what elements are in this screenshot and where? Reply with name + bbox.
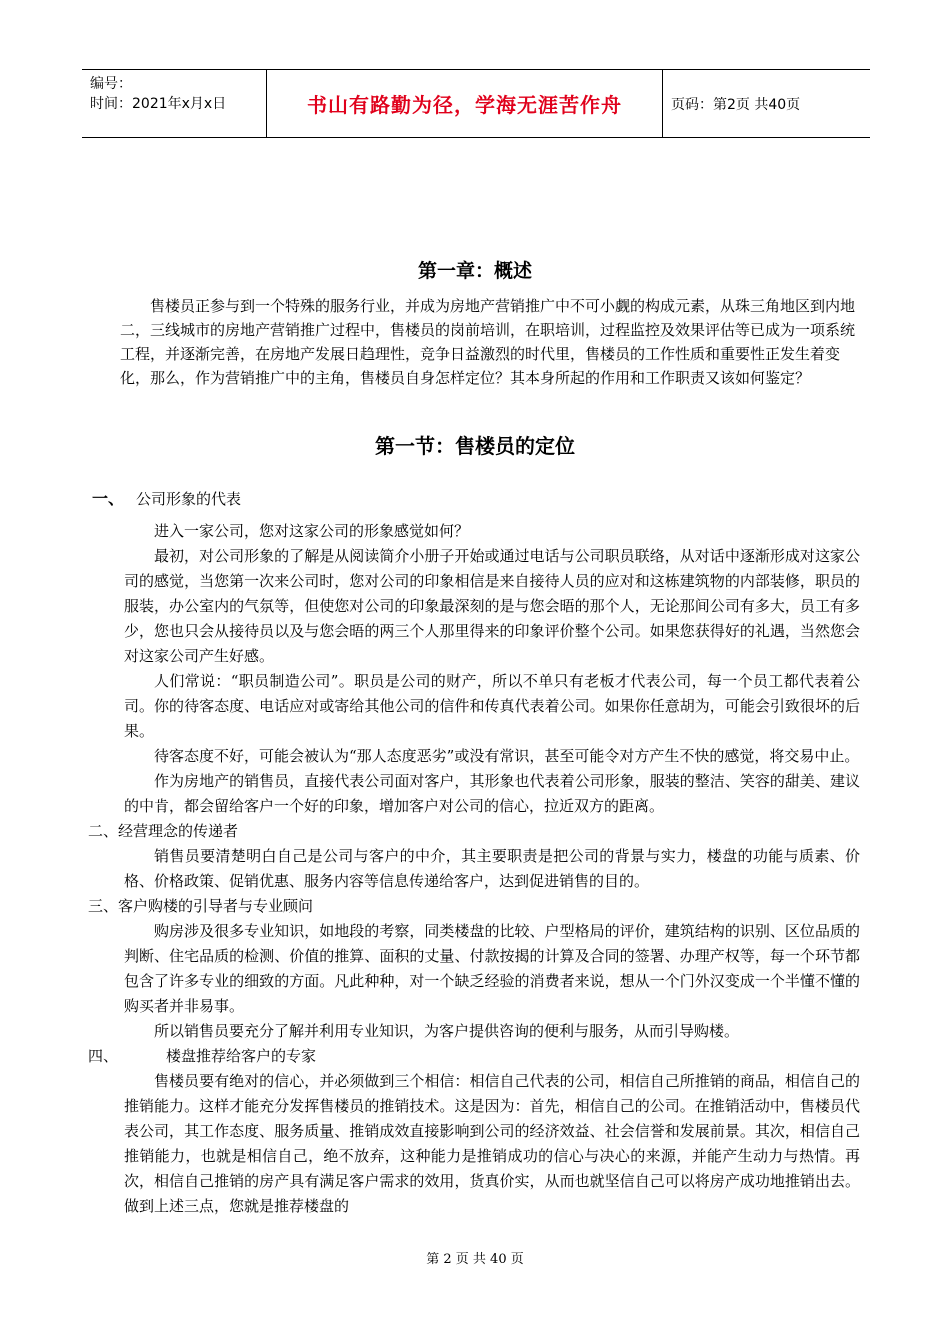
paragraph: 人们常说：“职员制造公司”。职员是公司的财产，所以不单只有老板才代表公司，每一个员工都代表着公司。你的待客态度、电话应对或寄给其他公司的信件和传真代表着公司。如果你任意胡为，可能会引致很坏的后果。 <box>124 672 860 740</box>
header-motto: 书山有路勤为径，学海无涯苦作舟 <box>267 70 663 137</box>
heading-one-number: 一、 <box>92 489 125 508</box>
section-title: 第一节：售楼员的定位 <box>375 434 575 458</box>
heading-three: 三、客户购楼的引导者与专业顾问 <box>88 897 314 915</box>
paragraph: 最初，对公司形象的了解是从阅读简介小册子开始或通过电话与公司职员联络，从对话中逐渐形成对这家公司的感觉，当您第一次来公司时，您对公司的印象相信是来自接待人员的应对和这栋建筑物的内部装修，职员的服装，办公室内的气氛等，但使您对公司的印象最深刻的是与您会晤的那个人，无论那间公司有多大，员工有多少，您也只会从接待员以及与您会晤的两三个人那里得来的印象评价整个公司。如果您获得好的礼遇，当然您会对这家公司产生好感。 <box>124 547 860 665</box>
heading-one <box>92 486 241 509</box>
chapter-title: 第一章：概述 <box>417 260 532 282</box>
paragraph: 所以销售员要充分了解并利用专业知识，为客户提供咨询的便利与服务，从而引导购楼。 <box>154 1022 740 1040</box>
intro-paragraph: 售楼员正参与到一个特殊的服务行业，并成为房地产营销推广中不可小觑的构成元素，从珠三角地区到内地二，三线城市的房地产营销推广过程中，售楼员的岗前培训，在职培训，过程监控及效果评估等已成为一项系统工程，并逐渐完善，在房地产发展日趋理性，竞争日益激烈的时代里，售楼员的工作性质和重要性正发生着变化，那么，作为营销推广中的主角，售楼员自身怎样定位？其本身所起的作用和工作职责又该如何鉴定？ <box>120 297 856 387</box>
paragraph: 购房涉及很多专业知识，如地段的考察，同类楼盘的比较、户型格局的评价，建筑结构的识别、区位品质的判断、住宅品质的检测、价值的推算、面积的丈量、付款按揭的计算及合同的签署、办理产权等，每一个环节都包含了许多专业的细致的方面。凡此种种，对一个缺乏经验的消费者来说，想从一个门外汉变成一个半懂不懂的购买者并非易事。 <box>124 922 860 1015</box>
document-number-label: 编号： <box>90 76 132 92</box>
paragraph: 销售员要清楚明白自己是公司与客户的中介，其主要职责是把公司的背景与实力，楼盘的功能与质素、价格、价格政策、促销优惠、服务内容等信息传递给客户，达到促进销售的目的。 <box>124 847 860 890</box>
body-content <box>88 519 860 1219</box>
heading-one-text: 公司形象的代表 <box>136 490 242 508</box>
paragraph: 待客态度不好，可能会被认为“那人态度恶劣”或没有常识，甚至可能令对方产生不快的感觉，将交易中止。 <box>154 747 860 765</box>
paragraph: 作为房地产的销售员，直接代表公司面对客户，其形象也代表着公司形象，服装的整洁、笑容的甜美、建议的中肯，都会留给客户一个好的印象，增加客户对公司的信心，拉近双方的距离。 <box>124 772 860 815</box>
heading-four <box>88 1044 860 1069</box>
page-header <box>82 69 870 138</box>
heading-four-number: 四、 <box>88 1047 119 1065</box>
header-meta <box>82 70 267 137</box>
header-page-number: 页码：第2页 共40页 <box>671 96 801 113</box>
paragraph: 进入一家公司，您对这家公司的形象感觉如何？ <box>154 522 470 540</box>
heading-two: 二、经营理念的传递者 <box>88 822 239 840</box>
document-date-label: 时间：2021年x月x日 <box>90 96 227 112</box>
page-footer: 第 2 页 共 40 页 <box>426 1252 524 1267</box>
heading-four-text: 楼盘推荐给客户的专家 <box>166 1047 317 1065</box>
paragraph: 售楼员要有绝对的信心，并必须做到三个相信：相信自己代表的公司，相信自己所推销的商品，相信自己的推销能力。这样才能充分发挥售楼员的推销技术。这是因为：首先，相信自己的公司。在推销活动中，售楼员代表公司，其工作态度、服务质量、推销成效直接影响到公司的经济效益、社会信誉和发展前景。其次，相信自己推销能力，也就是相信自己，绝不放弃，这种能力是推销成功的信心与决心的来源，并能产生动力与热情。再次，相信自己推销的房产具有满足客户需求的效用，货真价实，从而也就坚信自己可以将房产成功地推销出去。做到上述三点，您就是推荐楼盘的 <box>124 1072 860 1215</box>
